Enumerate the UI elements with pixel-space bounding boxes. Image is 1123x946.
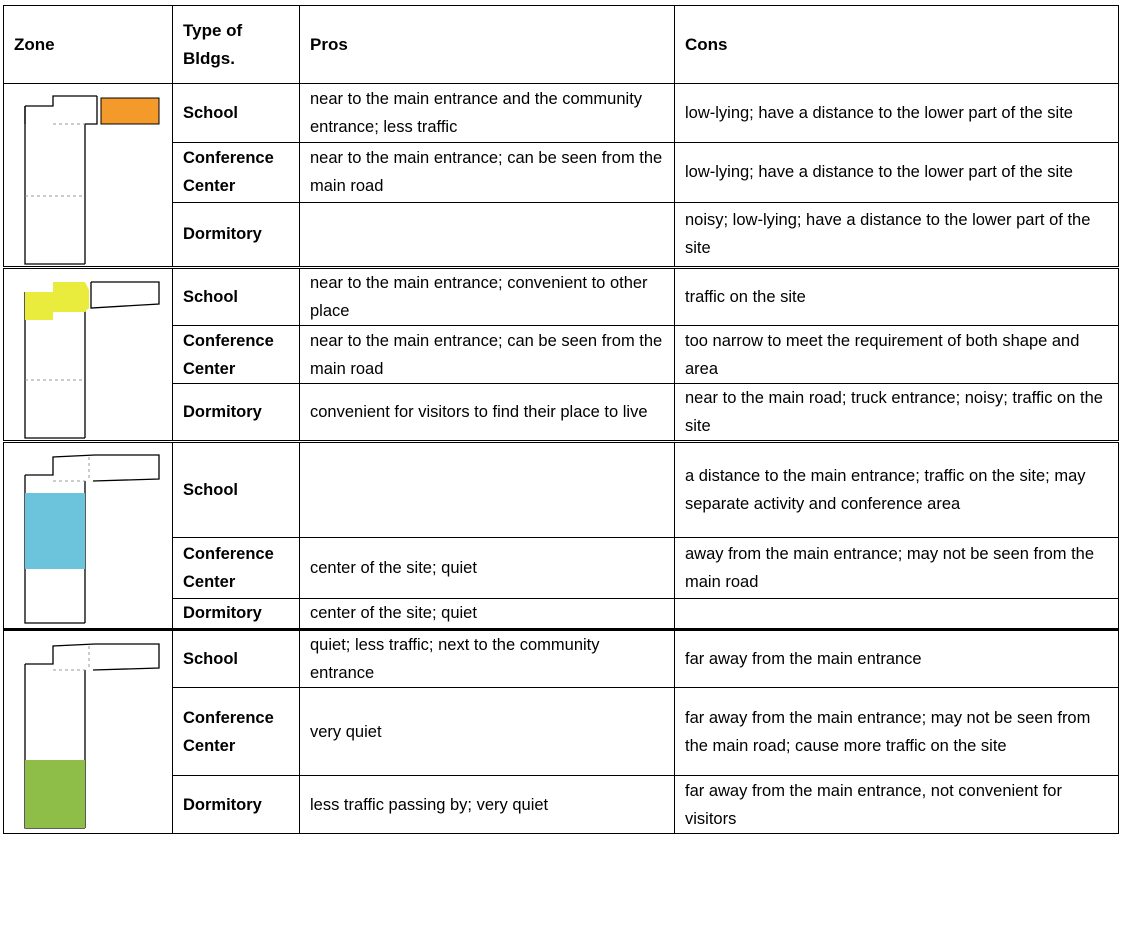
bldg-type: School	[173, 630, 300, 688]
header-type: Type of Bldgs.	[173, 6, 300, 84]
bldg-type: Conference Center	[173, 143, 300, 202]
bldg-type: School	[173, 442, 300, 538]
bldg-type: Dormitory	[173, 384, 300, 442]
bldg-type: School	[173, 84, 300, 143]
pros-cell: near to the main entrance and the community entrance; less traffic	[300, 84, 675, 143]
pros-cell: near to the main entrance; convenient to other place	[300, 268, 675, 326]
zone-diagram-cell	[4, 84, 173, 268]
pros-cell: near to the main entrance; can be seen from the main road	[300, 143, 675, 202]
pros-cell: less traffic passing by; very quiet	[300, 776, 675, 834]
cons-cell: near to the main road; truck entrance; noisy; traffic on the site	[675, 384, 1119, 442]
zone-diagram-orange	[13, 84, 163, 266]
pros-cell: center of the site; quiet	[300, 538, 675, 599]
pros-cell	[300, 442, 675, 538]
zone-diagram-green	[13, 632, 163, 832]
cons-cell: a distance to the main entrance; traffic on the site; may separate activity and conference area	[675, 442, 1119, 538]
bldg-type: School	[173, 268, 300, 326]
header-pros: Pros	[300, 6, 675, 84]
zone-diagram-cell	[4, 630, 173, 834]
table-row	[4, 442, 1119, 538]
bldg-type: Conference Center	[173, 326, 300, 384]
table-row	[4, 84, 1119, 143]
zone-highlight	[25, 282, 89, 320]
pros-cell: center of the site; quiet	[300, 598, 675, 629]
zone-comparison-table	[3, 5, 1119, 834]
zone-highlight	[101, 98, 159, 124]
cons-cell: traffic on the site	[675, 268, 1119, 326]
table-row	[4, 268, 1119, 326]
bldg-type: Conference Center	[173, 688, 300, 776]
table-row	[4, 630, 1119, 688]
header-zone: Zone	[4, 6, 173, 84]
zone-highlight	[25, 760, 85, 828]
pros-cell	[300, 202, 675, 267]
bldg-type: Conference Center	[173, 538, 300, 599]
cons-cell: away from the main entrance; may not be seen from the main road	[675, 538, 1119, 599]
bldg-type: Dormitory	[173, 598, 300, 629]
header-row	[4, 6, 1119, 84]
cons-cell: far away from the main entrance; may not be seen from the main road; cause more traffic on the site	[675, 688, 1119, 776]
zone-diagram-cell	[4, 268, 173, 442]
bldg-type: Dormitory	[173, 202, 300, 267]
zone-highlight	[25, 493, 85, 569]
cons-cell	[675, 598, 1119, 629]
pros-cell: quiet; less traffic; next to the community entrance	[300, 630, 675, 688]
pros-cell: near to the main entrance; can be seen from the main road	[300, 326, 675, 384]
cons-cell: far away from the main entrance	[675, 630, 1119, 688]
pros-cell: convenient for visitors to find their place to live	[300, 384, 675, 442]
header-cons: Cons	[675, 6, 1119, 84]
cons-cell: low-lying; have a distance to the lower part of the site	[675, 143, 1119, 202]
zone-diagram-blue	[13, 443, 163, 628]
cons-cell: noisy; low-lying; have a distance to the lower part of the site	[675, 202, 1119, 267]
cons-cell: low-lying; have a distance to the lower part of the site	[675, 84, 1119, 143]
cons-cell: too narrow to meet the requirement of both shape and area	[675, 326, 1119, 384]
bldg-type: Dormitory	[173, 776, 300, 834]
zone-diagram-cell	[4, 442, 173, 630]
cons-cell: far away from the main entrance, not convenient for visitors	[675, 776, 1119, 834]
zone-diagram-yellow	[13, 270, 163, 440]
pros-cell: very quiet	[300, 688, 675, 776]
